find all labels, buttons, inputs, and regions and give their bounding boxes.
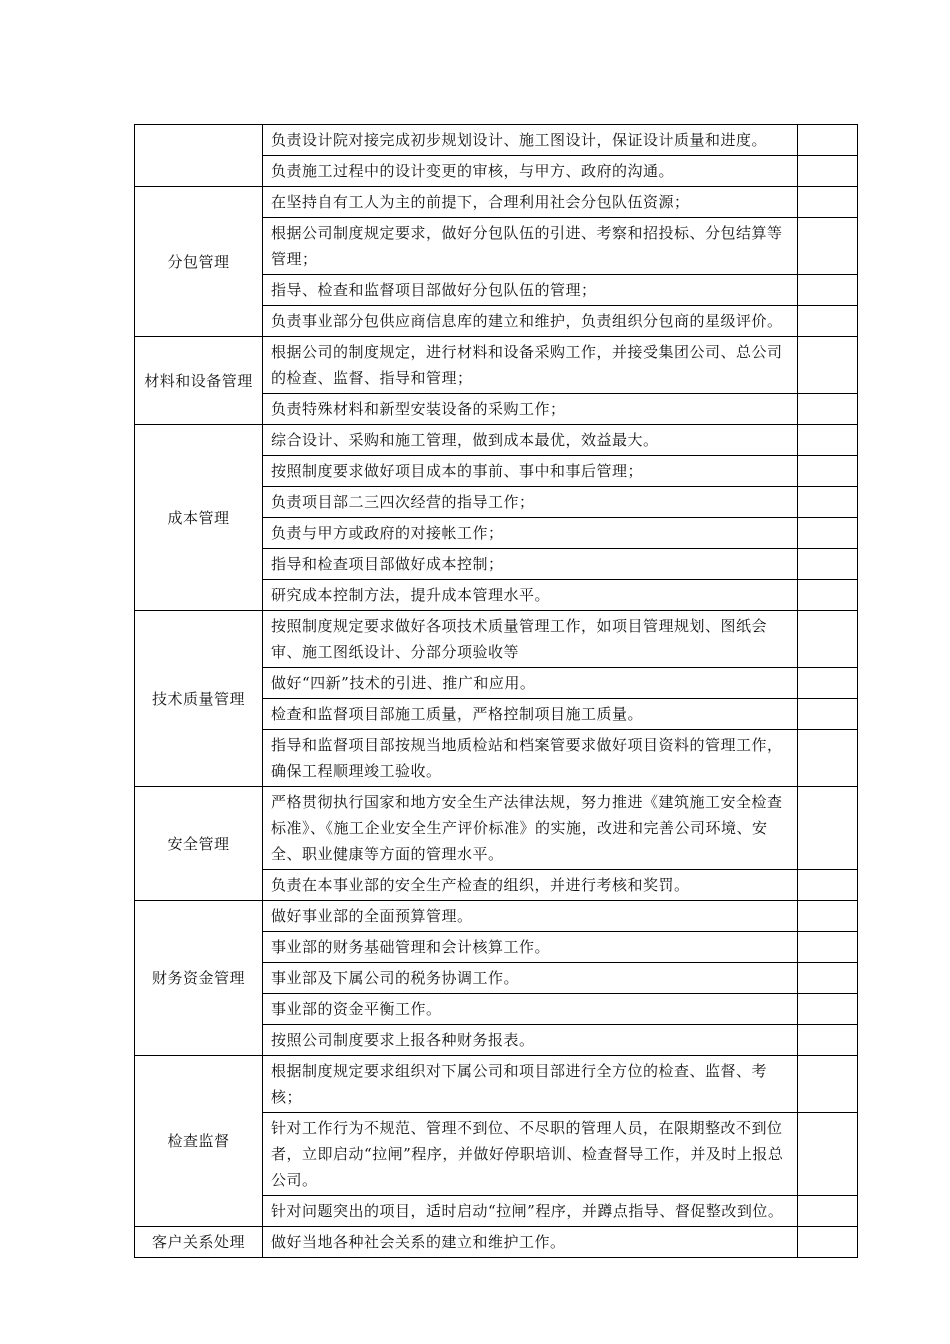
duty-description-cell: 根据制度规定要求组织对下属公司和项目部进行全方位的检查、监督、考核； (263, 1056, 798, 1113)
empty-cell (798, 730, 858, 787)
empty-cell (798, 275, 858, 306)
duty-description-cell: 指导和检查项目部做好成本控制； (263, 549, 798, 580)
empty-cell (798, 901, 858, 932)
empty-cell (798, 963, 858, 994)
duty-description-cell: 研究成本控制方法，提升成本管理水平。 (263, 580, 798, 611)
empty-cell (798, 870, 858, 901)
duty-description-cell: 负责与甲方或政府的对接帐工作； (263, 518, 798, 549)
table-row (135, 337, 858, 394)
category-cell: 成本管理 (135, 425, 263, 611)
category-cell: 技术质量管理 (135, 611, 263, 787)
empty-cell (798, 932, 858, 963)
duty-description-cell: 按照制度规定要求做好各项技术质量管理工作，如项目管理规划、图纸会审、施工图纸设计、分部分项验收等 (263, 611, 798, 668)
empty-cell (798, 580, 858, 611)
table-row (135, 1227, 858, 1258)
duty-description-cell: 事业部的资金平衡工作。 (263, 994, 798, 1025)
empty-cell (798, 218, 858, 275)
category-cell (135, 125, 263, 187)
empty-cell (798, 425, 858, 456)
duty-description-cell: 在坚持自有工人为主的前提下，合理利用社会分包队伍资源； (263, 187, 798, 218)
duty-description-cell: 针对工作行为不规范、管理不到位、不尽职的管理人员，在限期整改不到位者，立即启动“拉闸”程序，并做好停职培训、检查督导工作，并及时上报总公司。 (263, 1113, 798, 1196)
empty-cell (798, 337, 858, 394)
duty-table (134, 124, 858, 1258)
duty-description-cell: 按照制度要求做好项目成本的事前、事中和事后管理； (263, 456, 798, 487)
category-cell: 财务资金管理 (135, 901, 263, 1056)
table-row (135, 901, 858, 932)
category-cell: 安全管理 (135, 787, 263, 901)
table-row (135, 125, 858, 156)
duty-table-body (135, 125, 858, 1258)
duty-description-cell: 做好事业部的全面预算管理。 (263, 901, 798, 932)
table-row (135, 787, 858, 870)
empty-cell (798, 518, 858, 549)
empty-cell (798, 156, 858, 187)
empty-cell (798, 1227, 858, 1258)
duty-description-cell: 指导、检查和监督项目部做好分包队伍的管理； (263, 275, 798, 306)
table-row (135, 1056, 858, 1113)
duty-description-cell: 综合设计、采购和施工管理，做到成本最优，效益最大。 (263, 425, 798, 456)
category-cell: 检查监督 (135, 1056, 263, 1227)
empty-cell (798, 306, 858, 337)
duty-description-cell: 做好当地各种社会关系的建立和维护工作。 (263, 1227, 798, 1258)
empty-cell (798, 611, 858, 668)
duty-description-cell: 负责特殊材料和新型安装设备的采购工作； (263, 394, 798, 425)
duty-description-cell: 负责在本事业部的安全生产检查的组织，并进行考核和奖罚。 (263, 870, 798, 901)
duty-description-cell: 检查和监督项目部施工质量，严格控制项目施工质量。 (263, 699, 798, 730)
empty-cell (798, 549, 858, 580)
empty-cell (798, 487, 858, 518)
empty-cell (798, 125, 858, 156)
empty-cell (798, 1025, 858, 1056)
empty-cell (798, 1196, 858, 1227)
table-row (135, 611, 858, 668)
duty-description-cell: 负责项目部二三四次经营的指导工作； (263, 487, 798, 518)
duty-description-cell: 按照公司制度要求上报各种财务报表。 (263, 1025, 798, 1056)
category-cell: 分包管理 (135, 187, 263, 337)
empty-cell (798, 668, 858, 699)
empty-cell (798, 994, 858, 1025)
empty-cell (798, 456, 858, 487)
duty-description-cell: 做好“四新”技术的引进、推广和应用。 (263, 668, 798, 699)
category-cell: 材料和设备管理 (135, 337, 263, 425)
duty-description-cell: 针对问题突出的项目，适时启动“拉闸”程序，并蹲点指导、督促整改到位。 (263, 1196, 798, 1227)
duty-description-cell: 根据公司制度规定要求，做好分包队伍的引进、考察和招投标、分包结算等管理； (263, 218, 798, 275)
empty-cell (798, 699, 858, 730)
duty-description-cell: 负责设计院对接完成初步规划设计、施工图设计，保证设计质量和进度。 (263, 125, 798, 156)
duty-description-cell: 指导和监督项目部按规当地质检站和档案管要求做好项目资料的管理工作，确保工程顺理竣工验收。 (263, 730, 798, 787)
table-row (135, 425, 858, 456)
duty-description-cell: 严格贯彻执行国家和地方安全生产法律法规，努力推进《建筑施工安全检查标准》、《施工企业安全生产评价标准》的实施，改进和完善公司环境、安全、职业健康等方面的管理水平。 (263, 787, 798, 870)
category-cell: 客户关系处理 (135, 1227, 263, 1258)
duty-description-cell: 根据公司的制度规定，进行材料和设备采购工作，并接受集团公司、总公司的检查、监督、指导和管理； (263, 337, 798, 394)
duty-description-cell: 负责事业部分包供应商信息库的建立和维护，负责组织分包商的星级评价。 (263, 306, 798, 337)
table-row (135, 187, 858, 218)
empty-cell (798, 187, 858, 218)
empty-cell (798, 1056, 858, 1113)
duty-description-cell: 事业部及下属公司的税务协调工作。 (263, 963, 798, 994)
duty-description-cell: 事业部的财务基础管理和会计核算工作。 (263, 932, 798, 963)
duty-description-cell: 负责施工过程中的设计变更的审核，与甲方、政府的沟通。 (263, 156, 798, 187)
empty-cell (798, 1113, 858, 1196)
empty-cell (798, 394, 858, 425)
empty-cell (798, 787, 858, 870)
